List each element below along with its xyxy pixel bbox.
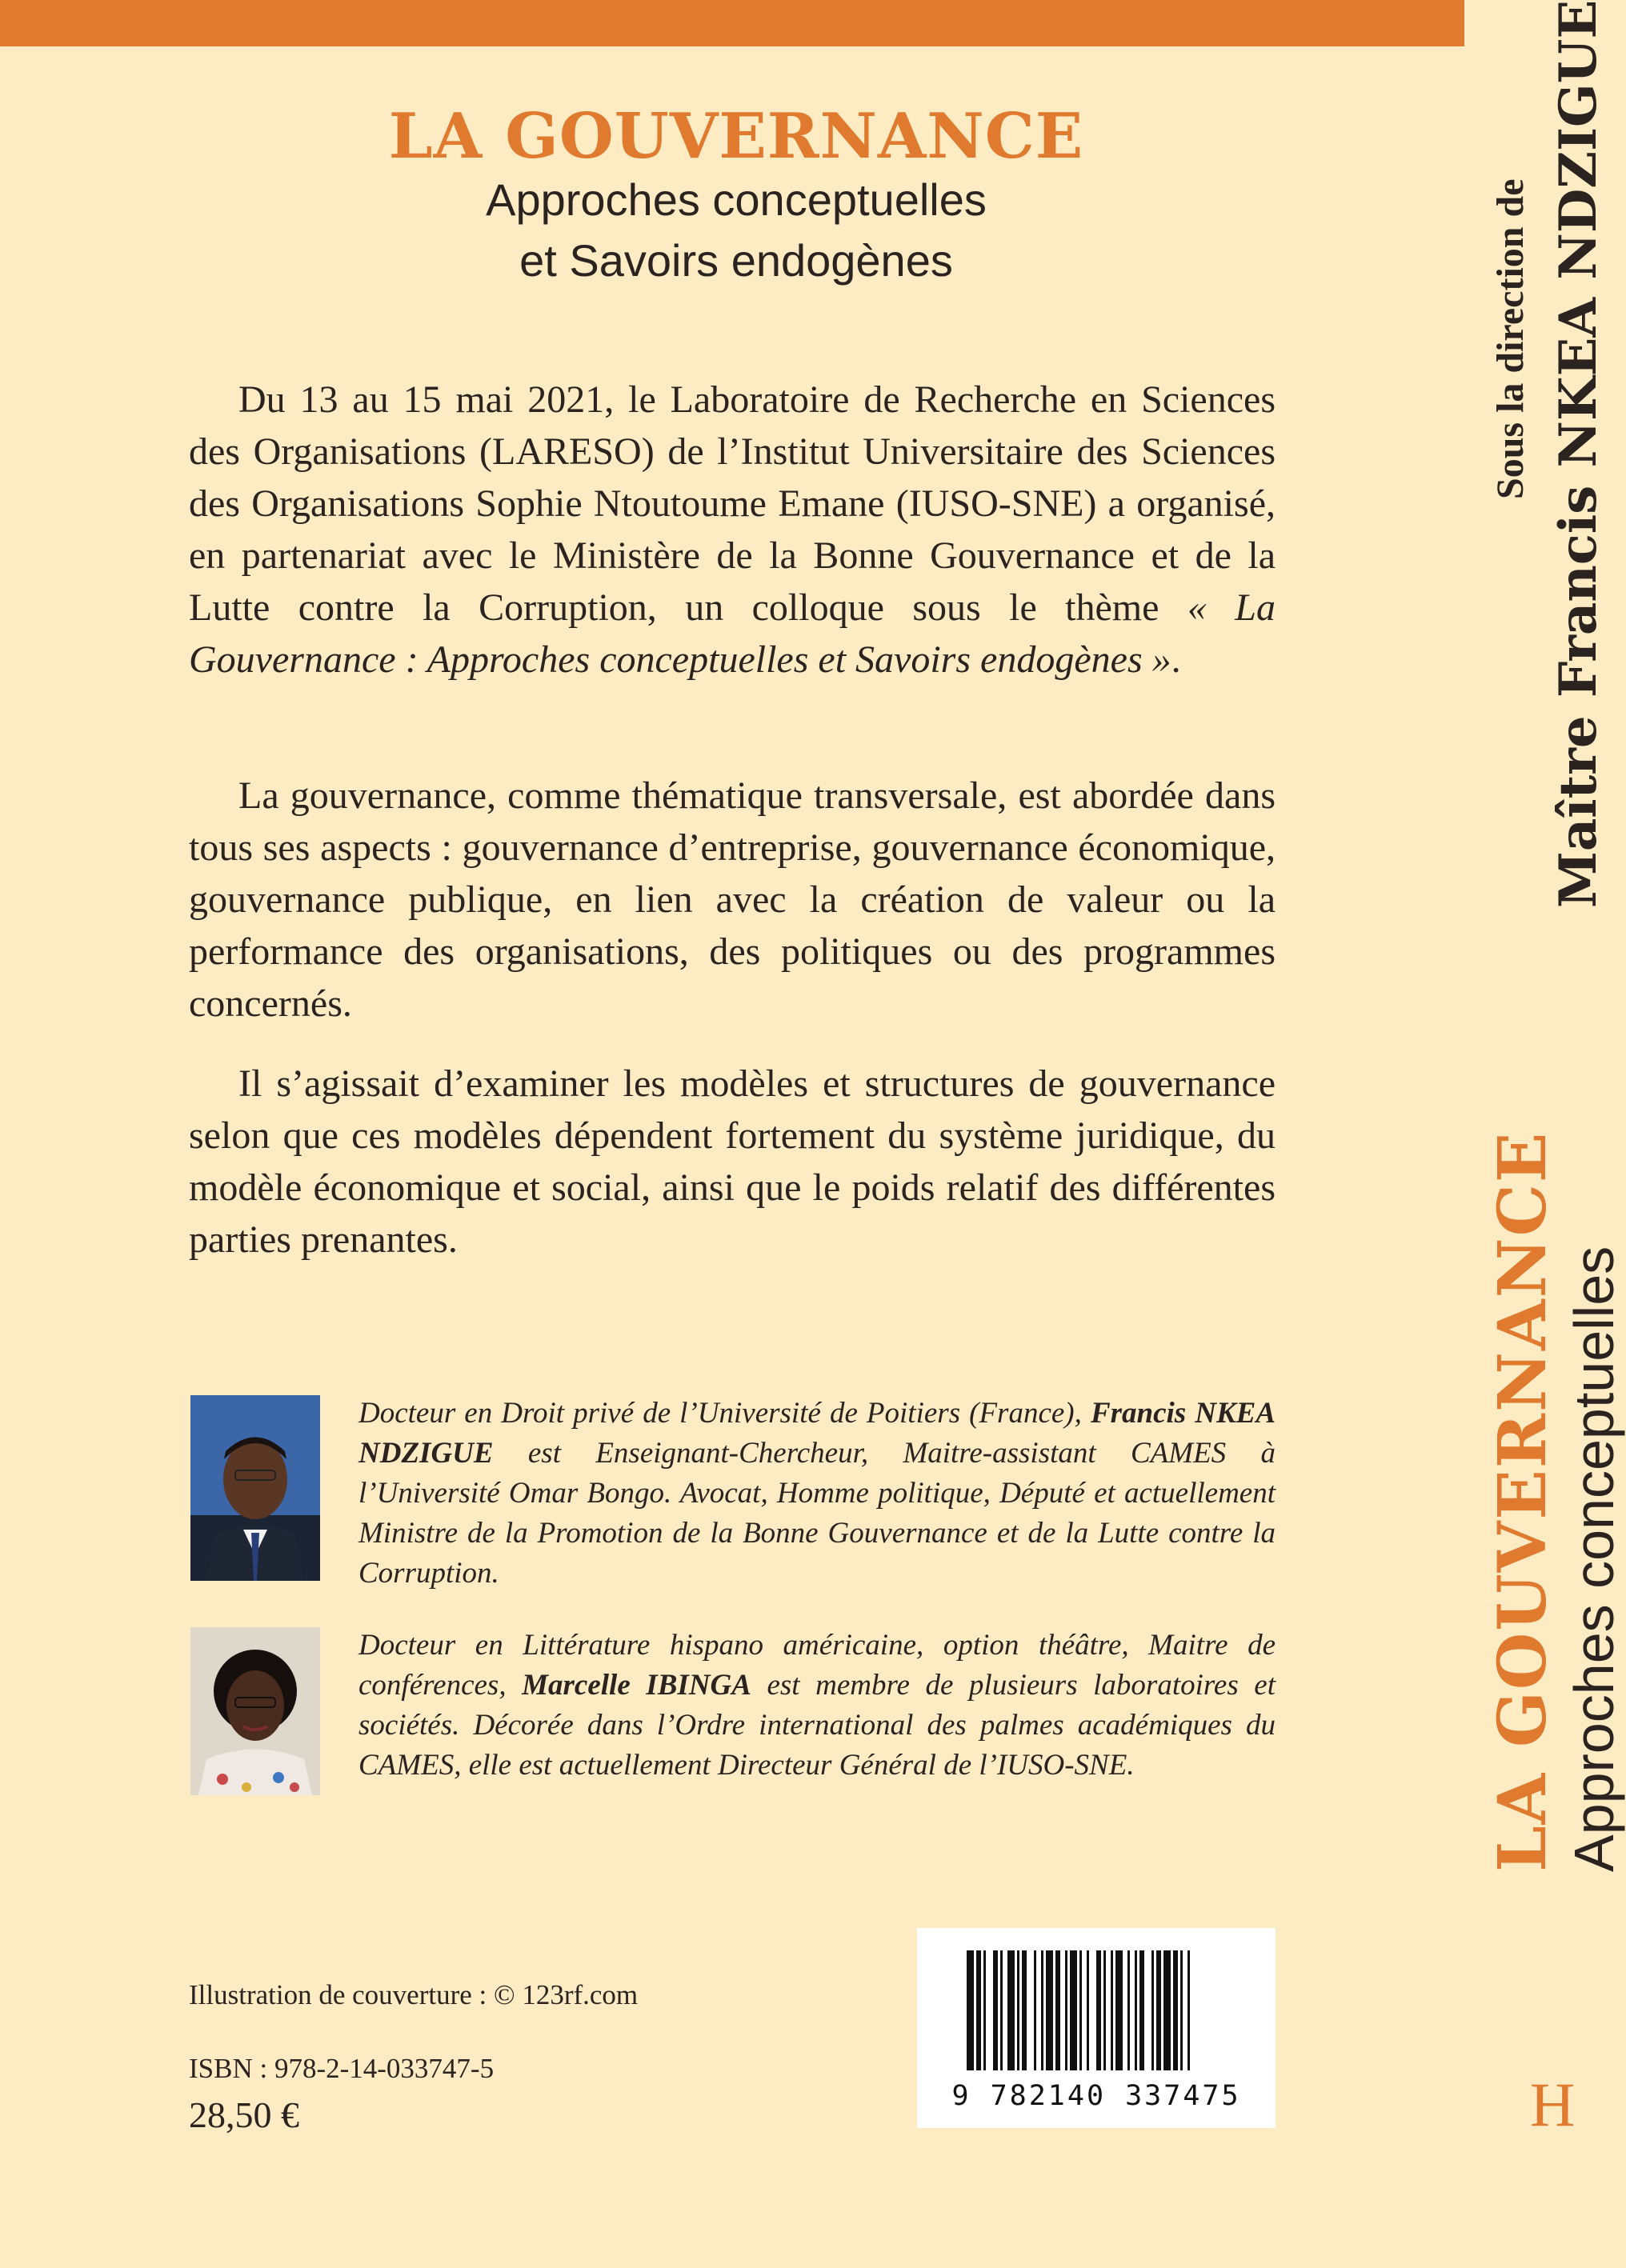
- spine-subtitle: Approches conceptuelles: [1563, 1246, 1625, 1872]
- bio-marcelle-rest: est membre de plusieurs laboratoires et sociétés. Décorée dans l’Ordre international des palmes académiques du CAMES, elle est actuellement Directeur Général de l’IUSO-SNE.: [358, 1669, 1276, 1782]
- summary-p1-theme: « La Gouvernance : Approches conceptuelles et Savoirs endogènes »: [189, 586, 1276, 681]
- barcode-bar: [1055, 1950, 1060, 2070]
- barcode-bar: [1000, 1950, 1003, 2070]
- barcode-bar: [1173, 1950, 1178, 2070]
- isbn: ISBN : 978-2-14-033747-5: [189, 2053, 495, 2084]
- barcode-bar: [1115, 1950, 1123, 2070]
- barcode-bar: [1079, 1950, 1082, 2070]
- barcode-bar: [1041, 1950, 1043, 2070]
- summary-p3-text: Il s’agissait d’examiner les modèles et structures de gouvernance selon que ces modèles dépendent fortement du système juridique, du modèle économique et social, ainsi que le poids relatif des différentes parties prenantes.: [189, 1062, 1276, 1261]
- barcode-bar: [1163, 1950, 1171, 2070]
- summary-p1-end: .: [1171, 638, 1181, 681]
- barcode-bar: [1156, 1950, 1161, 2070]
- summary-paragraph-1: [189, 374, 1276, 686]
- barcode-bar: [1151, 1950, 1154, 2070]
- barcode-bar: [1017, 1950, 1019, 2070]
- author-bio-marcelle: [358, 1626, 1276, 1786]
- book-title: LA GOUVERNANCE: [388, 100, 1084, 173]
- bio-francis-intro: Docteur en Droit privé de l’Université de Poitiers (France),: [358, 1397, 1091, 1430]
- barcode-bar: [1139, 1950, 1144, 2070]
- barcode-bars: [917, 1928, 1276, 2080]
- barcode-bar: [993, 1950, 998, 2070]
- bio-marcelle-name: Marcelle IBINGA: [522, 1669, 751, 1702]
- barcode-bar: [1087, 1950, 1089, 2070]
- barcode-bar: [1103, 1950, 1106, 2070]
- bio-francis-name: Francis NKEA NDZIGUE: [358, 1397, 1276, 1470]
- spine-title: LA GOUVERNANCE: [1484, 1130, 1561, 1872]
- barcode-bar: [1096, 1950, 1101, 2070]
- price: 28,50 €: [189, 2094, 299, 2135]
- barcode-bar: [1065, 1950, 1067, 2070]
- barcode-bar: [1034, 1950, 1036, 2070]
- spine-author: Maître Francis NKEA NDZIGUE: [1548, 0, 1608, 908]
- subtitle-line-1: Approches conceptuelles: [486, 174, 987, 225]
- bio-francis-rest: est Enseignant-Chercheur, Maitre-assistant CAMES à l’Université Omar Bongo. Avocat, Homme politique, Député et actuellement Ministre de la Promotion de la Bonne Gouvernance et de la Lutte contre la Corruption.: [358, 1437, 1276, 1590]
- book-subtitle: [184, 170, 1288, 291]
- publisher-logo: H: [1530, 2070, 1576, 2139]
- barcode-bar: [1046, 1950, 1053, 2070]
- barcode-bar: [1022, 1950, 1027, 2070]
- author-photo-marcelle: [190, 1627, 320, 1795]
- spine-direction-label: Sous la direction de: [1489, 178, 1532, 499]
- author-photo-francis: [190, 1395, 320, 1581]
- top-orange-band: [0, 0, 1464, 46]
- barcode-bar: [1180, 1950, 1183, 2070]
- summary-paragraph-3: [189, 1058, 1276, 1266]
- author-bio-francis: [358, 1394, 1276, 1594]
- bio-marcelle-intro: Docteur en Littérature hispano américaine, option théâtre, Maitre de conférences,: [358, 1629, 1276, 1702]
- barcode: [917, 1928, 1276, 2128]
- barcode-bar: [1135, 1950, 1137, 2070]
- barcode-bar: [1070, 1950, 1077, 2070]
- summary-paragraph-2: [189, 770, 1276, 1030]
- cover-illustration-credit: Illustration de couverture : © 123rf.com: [189, 1979, 639, 2010]
- barcode-bar: [976, 1950, 981, 2070]
- summary-p1-text: Du 13 au 15 mai 2021, le Laboratoire de Recherche en Sciences des Organisations (LARESO) de l’Institut Universitaire des Sciences des Organisations Sophie Ntoutoume Emane (IUSO-SNE) a organisé, en partenariat avec le Ministère de la Bonne Gouvernance et de la Lutte contre la Corruption, un colloque sous le thème: [189, 378, 1276, 629]
- barcode-bar: [1127, 1950, 1130, 2070]
- barcode-bar: [967, 1950, 974, 2070]
- barcode-bar: [1111, 1950, 1113, 2070]
- barcode-bar: [1187, 1950, 1190, 2070]
- subtitle-line-2: et Savoirs endogènes: [519, 235, 953, 286]
- summary-p2-text: La gouvernance, comme thématique transversale, est abordée dans tous ses aspects : gouvernance d’entreprise, gouvernance économique, gouvernance publique, en lien avec la création de valeur ou la performance des organisations, des politiques ou des programmes concernés.: [189, 774, 1276, 1025]
- barcode-bar: [1007, 1950, 1015, 2070]
- barcode-number: 9 782140 337475: [951, 2080, 1241, 2112]
- barcode-bar: [983, 1950, 986, 2070]
